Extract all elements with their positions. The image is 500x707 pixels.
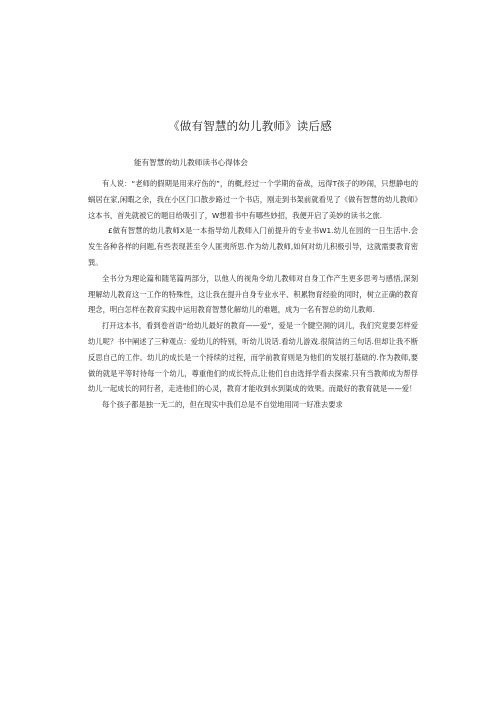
- document-body: [88, 176, 418, 413]
- document-title: 《做有智慧的幼儿教师》读后感: [168, 119, 332, 133]
- paragraph-1: 有人说：“老师的假期是用来疗伤的”，的概,经过一个学期的奋战，远得T孩子的吵闹，只想静电的蜗居在家,闲暇之余，我在小区门口散步路过一个书店，刚走到书架前就看见了《做有智慧的幼儿教师》这本书，首先就被它的题目给吸引了，W想着书中有哪些妙招，我便开启了美妙的读书之旅.: [88, 179, 418, 220]
- paragraph-5: 每个孩子都是独一无二的，但在现实中我们总是不自觉地用同一好准去要求: [102, 400, 343, 410]
- paragraph-3: 全书分为理论篇和随笔篇两部分，以他人的视角令幼儿教师对自身工作产生更多思考与感悟,深刻理解幼儿教育这一工作的特殊性，这让我在提升自身专业水平、积累物育经验的同时，树立正确的教育理念，明白怎样在教育实践中运用教育智慧化解幼儿的难题，成为一名有智总的幼儿教师.: [88, 273, 418, 315]
- document-subtitle: 能有智慧的幼儿教师读书心得体会: [134, 158, 248, 167]
- paragraph-4: 打开这本书，看到卷首语“给幼儿最好的教育——爱”，爱是一个腱空洞的词儿，我们究竟要怎样爱幼儿呢？书中阐述了三种观点：爱幼儿的特别，听幼儿说话.看幼儿游戏.很简洁的三句话.但却让我不断反思自己的工作。幼儿的成长是一个持续的过程，而学前教育则是为他们的发展打基础的.作为教师,要做的就是平等时待每一个幼儿，尊重他们的成长特点,让他们自由选择学看去探索.只有当教师成为帮俘幼儿一起成长的同行者，走进他们的心灵，教育才能收到水到渠成的效果。而最好的教育就是——爱！: [88, 321, 418, 394]
- paragraph-2: £做有智慧的幼儿教师X是一本指导幼儿教师入门前提升的专业书W1.幼儿在园的一日生活中.会发生各种各样的问题,有些表现甚至令人匪夷所思.作为幼儿教师,如何对幼儿积极引导，这就需要教育密巽。: [88, 226, 418, 267]
